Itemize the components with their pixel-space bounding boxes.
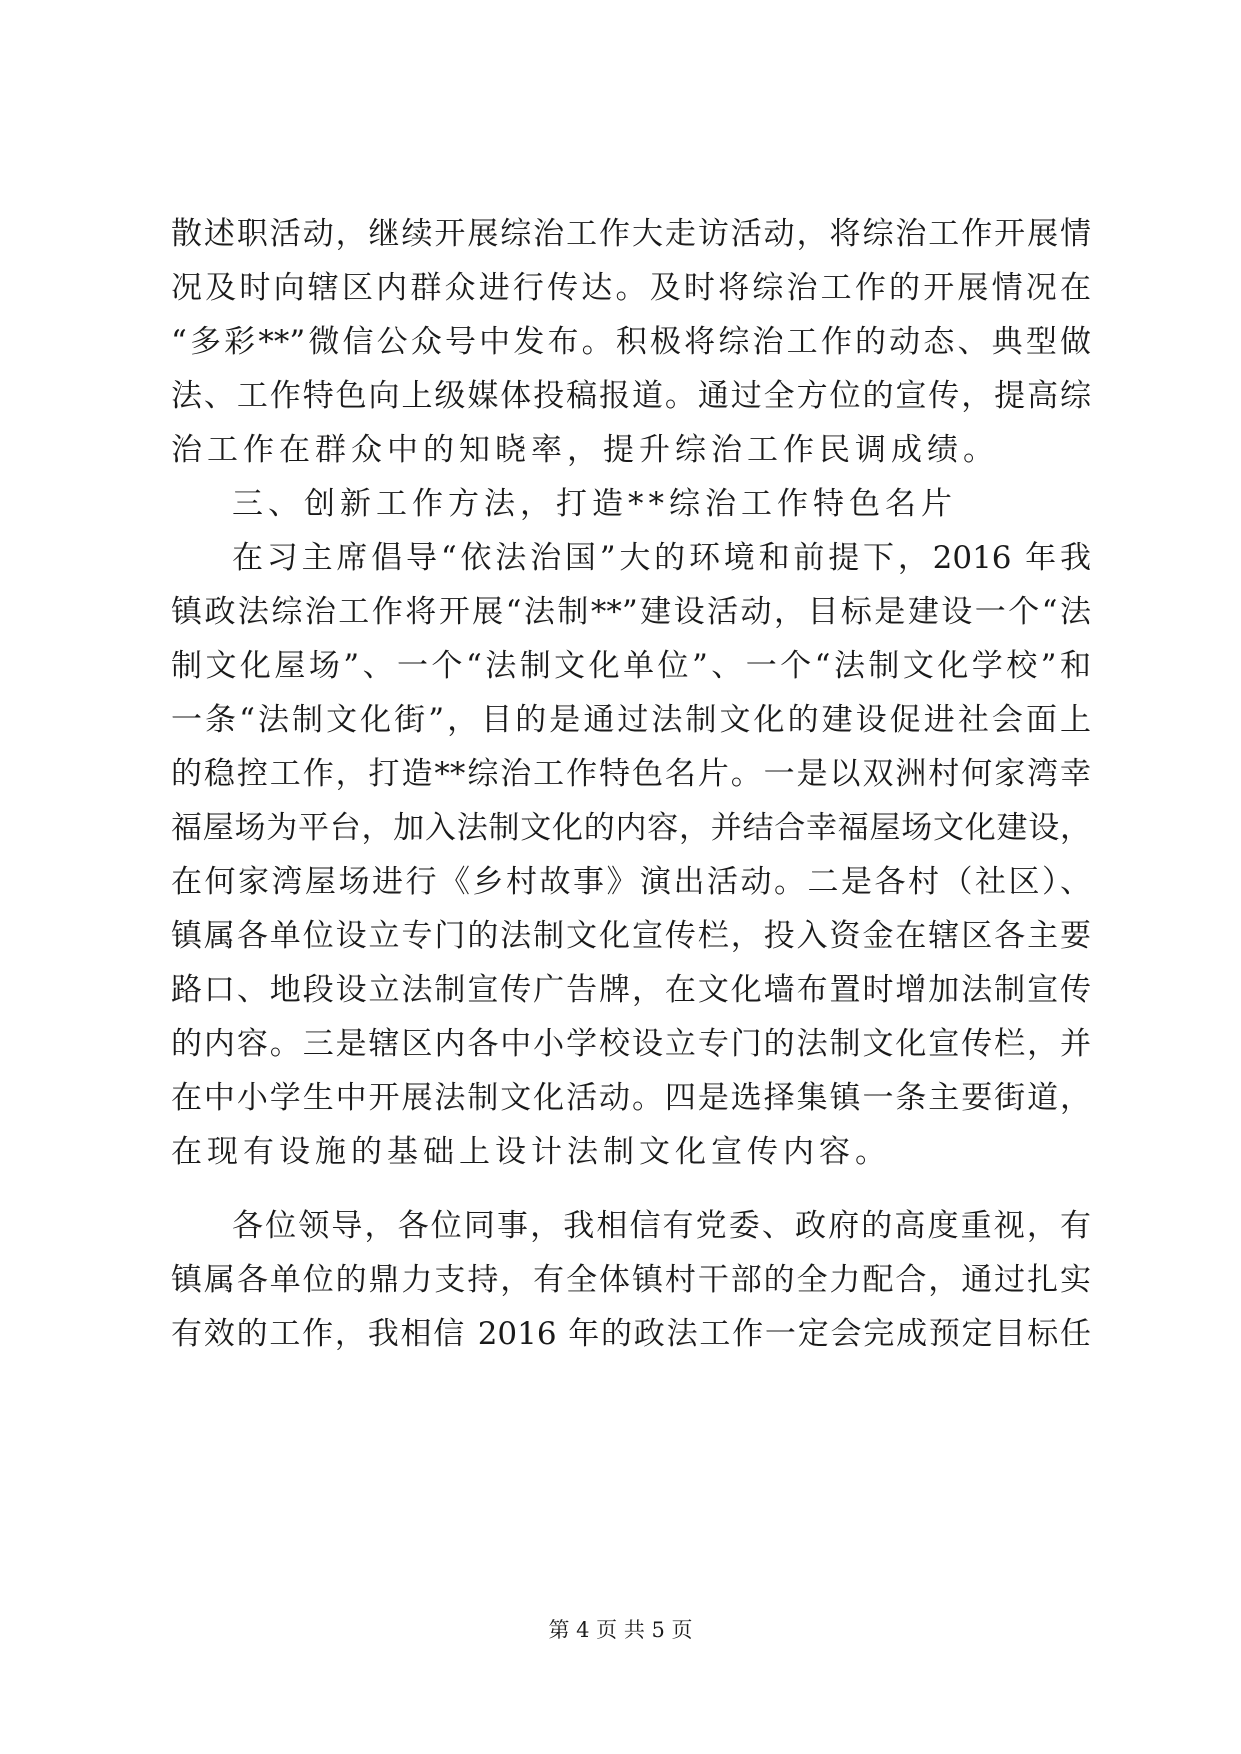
- body-text-line: 治工作在群众中的知晓率，提升综治工作民调成绩。: [171, 432, 999, 468]
- body-text-line: 路口、地段设立法制宣传广告牌，在文化墙布置时增加法制宣传: [171, 972, 1091, 1008]
- body-text-line: 福屋场为平台，加入法制文化的内容，并结合幸福屋场文化建设，: [171, 810, 1091, 846]
- body-text-line: 的内容。三是辖区内各中小学校设立专门的法制文化宣传栏，并: [171, 1026, 1091, 1062]
- body-text-line: 散述职活动，继续开展综治工作大走访活动，将综治工作开展情: [171, 216, 1091, 252]
- body-text-line: 在习主席倡导“依法治国”大的环境和前提下，2016 年我: [232, 540, 1091, 576]
- body-text-line: 在何家湾屋场进行《乡村故事》演出活动。二是各村（社区）、: [171, 864, 1091, 900]
- section-heading: 三、创新工作方法，打造**综治工作特色名片: [232, 486, 957, 522]
- body-text-line: 制文化屋场”、一个“法制文化单位”、一个“法制文化学校”和: [171, 648, 1091, 684]
- page-footer: 第 4 页 共 5 页: [548, 1618, 693, 1642]
- body-text-line: 况及时向辖区内群众进行传达。及时将综治工作的开展情况在: [171, 270, 1091, 306]
- body-text-line: “多彩**”微信公众号中发布。积极将综治工作的动态、典型做: [171, 324, 1091, 360]
- body-text-line: 在中小学生中开展法制文化活动。四是选择集镇一条主要街道，: [171, 1080, 1091, 1116]
- body-text-line: 的稳控工作，打造**综治工作特色名片。一是以双洲村何家湾幸: [171, 756, 1091, 792]
- body-text-line: 法、工作特色向上级媒体投稿报道。通过全方位的宣传，提高综: [171, 378, 1091, 414]
- body-text-line: 有效的工作，我相信 2016 年的政法工作一定会完成预定目标任: [171, 1316, 1091, 1352]
- body-text-line: 镇政法综治工作将开展“法制**”建设活动，目标是建设一个“法: [171, 594, 1091, 630]
- body-text-line: 镇属各单位设立专门的法制文化宣传栏，投入资金在辖区各主要: [171, 918, 1091, 954]
- body-text-line: 镇属各单位的鼎力支持，有全体镇村干部的全力配合，通过扎实: [171, 1262, 1091, 1298]
- body-text-line: 在现有设施的基础上设计法制文化宣传内容。: [171, 1134, 891, 1170]
- body-text-line: 各位领导，各位同事，我相信有党委、政府的高度重视，有: [232, 1208, 1091, 1244]
- body-text-line: 一条“法制文化街”，目的是通过法制文化的建设促进社会面上: [171, 702, 1091, 738]
